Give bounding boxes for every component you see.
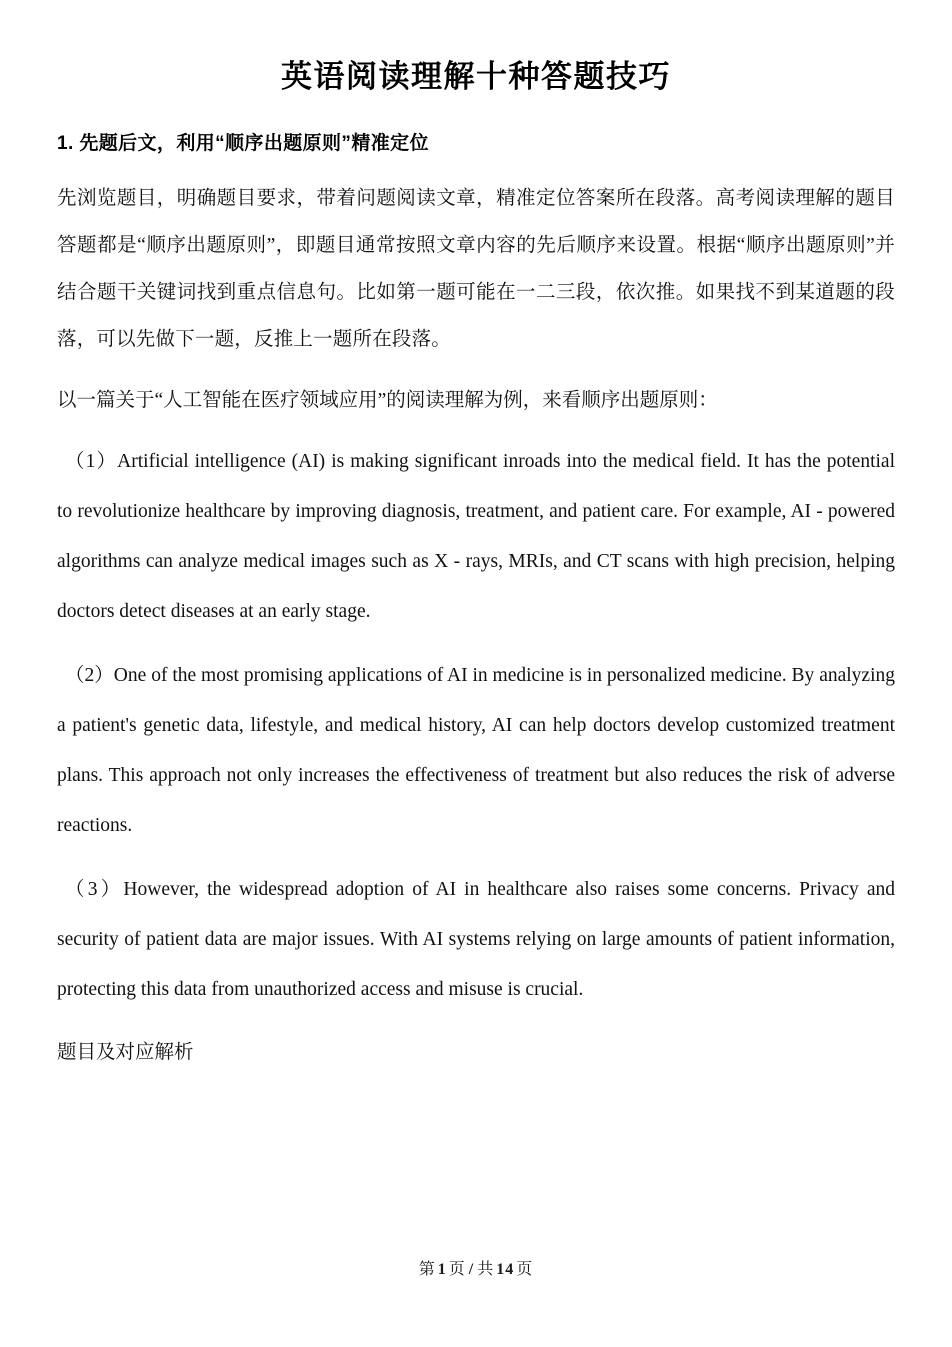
footer-page-unit-2: 页: [516, 1261, 534, 1278]
paragraph-cn-example-lead: 以一篇关于“人工智能在医疗领域应用”的阅读理解为例，来看顺序出题原则：: [57, 389, 718, 411]
footer-page-unit-1: 页: [448, 1261, 466, 1278]
paragraph-cn-intro: 先浏览题目，明确题目要求，带着问题阅读文章，精准定位答案所在段落。高考阅读理解的题目答题都是“顺序出题原则”，即题目通常按照文章内容的先后顺序来设置。根据“顺序出题原则”并结合题干关键词找到重点信息句。比如第一题可能在一二三段，依次推。如果找不到某道题的段落，可以先做下一题，反推上一题所在段落。: [57, 187, 895, 350]
footer-separator: /: [468, 1261, 475, 1278]
footer-total-prefix: 共: [477, 1261, 495, 1278]
section-heading-1: 1. 先题后文，利用“顺序出题原则”精准定位: [57, 133, 429, 155]
paragraph-en-3: （3）However, the widespread adoption of AI in healthcare also raises some concerns. Privacy and security of patient data are major issues. With AI systems relying on large amounts of patient information, protecting this data from unauthorized access and misuse is crucial.: [57, 878, 895, 1000]
paragraph-cn-closing: 题目及对应解析: [57, 1041, 194, 1063]
footer-total-pages: 14: [496, 1261, 515, 1278]
paragraph-en-1: （1）Artificial intelligence (AI) is making significant inroads into the medical field. It has the potential to revolutionize healthcare by improving diagnosis, treatment, and patient care. For example, AI - powered algorithms can analyze medical images such as X - rays, MRIs, and CT scans with high precision, helping doctors detect diseases at an early stage.: [57, 450, 895, 622]
page-title: 英语阅读理解十种答题技巧: [281, 59, 671, 94]
page-footer: [0, 1256, 952, 1279]
footer-current-page: 1: [437, 1261, 447, 1278]
footer-prefix: 第: [418, 1261, 436, 1278]
paragraph-en-2: （2）One of the most promising applications of AI in medicine is in personalized medicine. By analyzing a patient's genetic data, lifestyle, and medical history, AI can help doctors develop customized treatment plans. This approach not only increases the effectiveness of treatment but also reduces the risk of adverse reactions.: [57, 664, 895, 836]
